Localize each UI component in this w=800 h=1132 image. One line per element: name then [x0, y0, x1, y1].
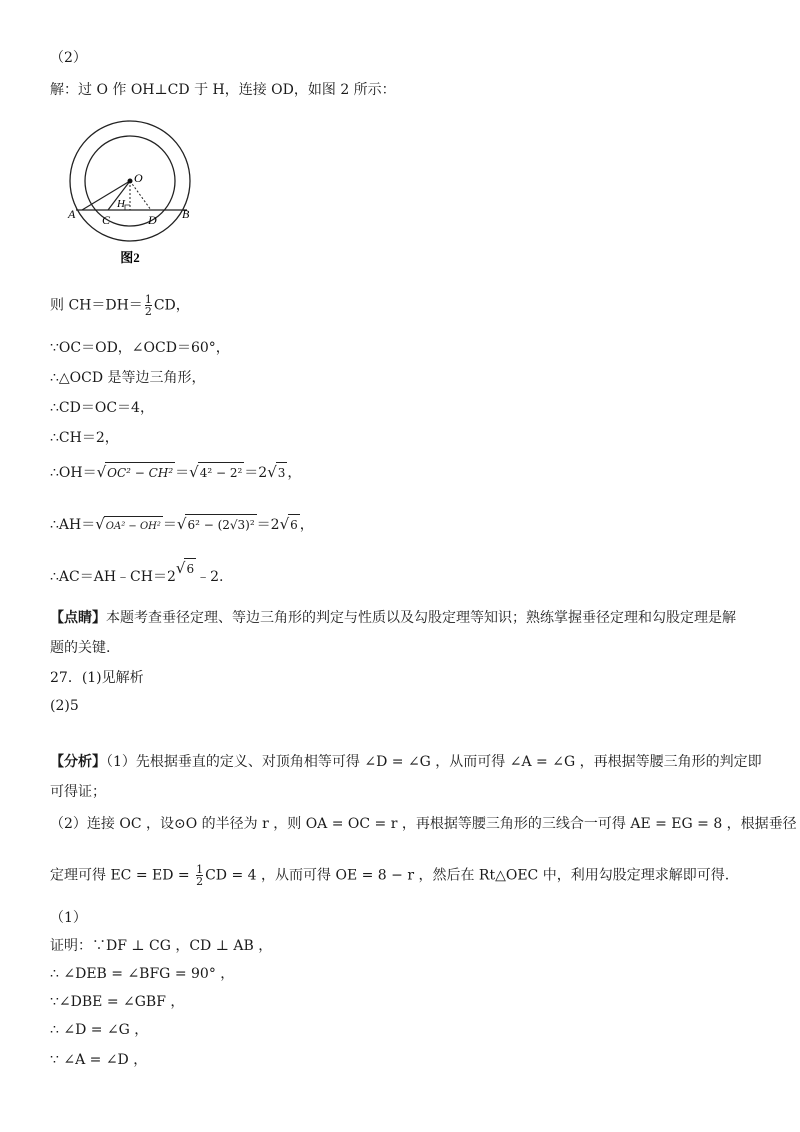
step-ac-radicand: 6	[184, 558, 196, 579]
step-oc-od: ∵OC＝OD，∠OCD＝60°，	[50, 340, 230, 356]
fraction-half	[145, 294, 152, 317]
step-ch-dh-pre: 则 CH＝DH＝	[50, 297, 143, 314]
step-ah-radicand2: 6² − (2√3)²	[185, 514, 256, 535]
frac-num: 1	[144, 293, 152, 306]
frac-num: 1	[196, 863, 204, 876]
step-equilateral: ∴△OCD 是等边三角形，	[50, 370, 206, 386]
step-oh-radicand3: 3	[276, 462, 288, 483]
analysis-line-2: 可得证；	[50, 784, 106, 800]
step-ah-radicand: OA² − OH²	[104, 516, 163, 537]
label-a: A	[68, 207, 76, 221]
analysis-text-1: （1）先根据垂直的定义、对顶角相等可得 ∠D = ∠G ，从而可得 ∠A = ∠G ，再根据等腰三角形的判定即	[106, 754, 762, 770]
sqrt-symbol: √	[95, 515, 105, 533]
sqrt-symbol: √	[175, 559, 186, 577]
figure-caption: 图2	[120, 250, 140, 265]
step-ac-end: ﹣2.	[196, 569, 224, 585]
analysis-4-post: CD = 4 ，从而可得 OE = 8 − r ，然后在 Rt△OEC 中，利用勾股定理求解即可得.	[205, 867, 730, 884]
step-ac	[50, 559, 224, 587]
sqrt-symbol: √	[96, 463, 107, 481]
step-cd: ∴CD＝OC＝4，	[50, 400, 154, 416]
label-o: O	[134, 171, 143, 185]
step-ah-radicand3: 6	[288, 514, 300, 535]
analysis-line-1	[50, 752, 762, 772]
step-ch-dh-post: CD，	[153, 297, 190, 314]
segment-od	[130, 181, 151, 210]
fraction-half-2	[196, 864, 203, 887]
sqrt-symbol: √	[189, 463, 199, 481]
label-h: H	[117, 198, 125, 210]
comment-tag: 【点睛】	[50, 610, 106, 626]
step-oh-radicand2: 4² − 2²	[198, 462, 245, 483]
analysis-line-3: （2）连接 OC ，设⊙O 的半径为 r ，则 OA = OC = r ，再根据等腰三角形的三线合一可得 AE = EG = 8 ，根据垂径	[50, 816, 797, 832]
q27-answer-2: (2)5	[50, 698, 79, 714]
proof-line-5: ∵ ∠A = ∠D ，	[50, 1052, 148, 1068]
proof-line-3: ∵∠DBE = ∠GBF ，	[50, 994, 185, 1010]
analysis-4-pre: 定理可得 EC = ED =	[50, 867, 195, 884]
step-oh-end: ，	[287, 465, 302, 481]
comment-line-1	[50, 608, 736, 628]
part2-heading: （2）	[50, 50, 87, 66]
proof-line-4: ∴ ∠D = ∠G ，	[50, 1022, 149, 1038]
label-c: C	[102, 213, 111, 227]
step-oh-mid: ＝	[175, 465, 190, 481]
step-ah	[50, 514, 314, 537]
step-ch-dh	[50, 294, 190, 317]
step-oh-radicand: OC² − CH²	[105, 462, 175, 483]
solution-intro: 解：过 O 作 OH⊥CD 于 H，连接 OD，如图 2 所示：	[50, 82, 396, 98]
label-d: D	[148, 213, 157, 227]
proof-line-1: 证明：∵DF ⊥ CG ，CD ⊥ AB ，	[50, 938, 273, 954]
step-oh-pre: ∴OH＝	[50, 465, 97, 481]
sqrt-symbol: √	[279, 515, 290, 533]
frac-den: 2	[144, 305, 152, 318]
step-ac-pre: ∴AC＝AH﹣CH＝2	[50, 569, 176, 585]
comment-text-1: 本题考查垂径定理、等边三角形的判定与性质以及勾股定理等知识；熟练掌握垂径定理和勾股定理是解	[106, 610, 736, 626]
step-ah-mid: ＝	[162, 517, 177, 533]
analysis-line-4	[50, 864, 729, 887]
label-b: B	[182, 207, 190, 221]
sqrt-symbol: √	[267, 463, 277, 481]
right-angle-mark	[125, 205, 130, 210]
step-oh	[50, 462, 301, 483]
center-point	[128, 179, 133, 184]
step-ah-end: ，	[299, 517, 314, 533]
figure-2	[60, 118, 220, 268]
q27-heading: 27．(1)见解析	[50, 670, 144, 686]
frac-den: 2	[196, 875, 204, 888]
proof-heading: （1）	[50, 910, 87, 926]
step-ah-eq: ＝2	[256, 517, 280, 533]
comment-line-2: 题的关键.	[50, 640, 111, 656]
proof-line-2: ∴ ∠DEB = ∠BFG = 90° ，	[50, 966, 235, 982]
step-ch: ∴CH＝2，	[50, 430, 119, 446]
step-oh-eq: ＝2	[244, 465, 268, 481]
analysis-tag: 【分析】	[50, 754, 106, 770]
sqrt-symbol: √	[176, 515, 187, 533]
step-ah-pre: ∴AH＝	[50, 517, 96, 533]
